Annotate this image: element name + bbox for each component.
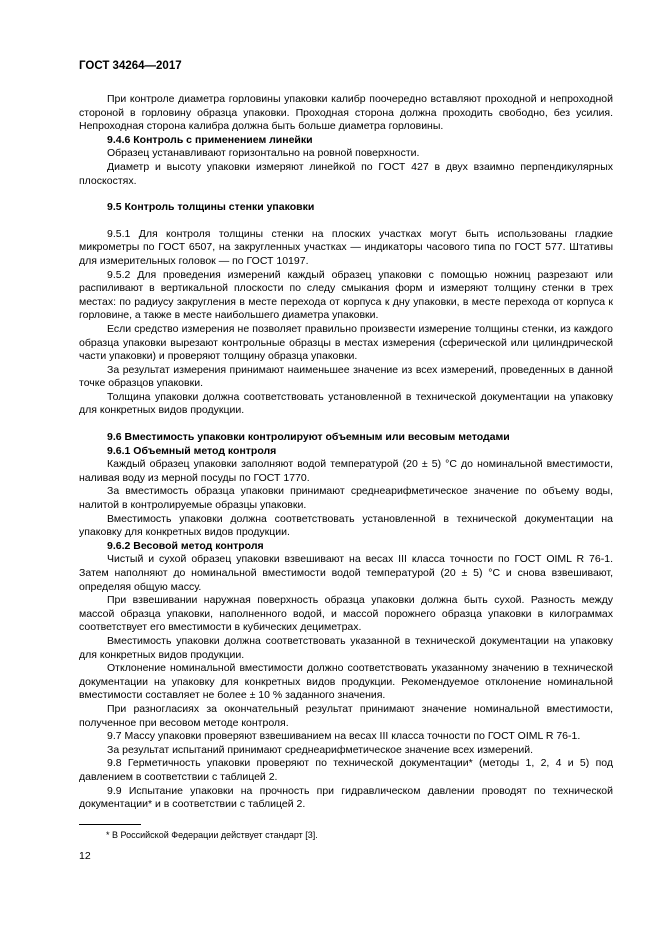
paragraph: Если средство измерения не позволяет правильно произвести измерение толщины стенки, из каждого образца упаковки вырезают контрольные образцы в местах измерения (сферической или цилиндрической части упаковки) и проверяют толщину образца упаковки. — [79, 322, 613, 363]
section-heading: 9.5 Контроль толщины стенки упаковки — [107, 201, 315, 214]
footnote-divider — [79, 824, 141, 825]
paragraph: При взвешивании наружная поверхность образца упаковки должна быть сухой. Разность между массой образца упаковки, наполненного водой, и массой порожнего образца упаковки в килограммах соответствует его вместимости в кубических дециметрах. — [79, 594, 613, 634]
paragraph: Вместимость упаковки должна соответствовать указанной в технической документации на упаковку для конкретных видов продукции. — [79, 634, 613, 661]
paragraph: Отклонение номинальной вместимости должно соответствовать указанному значению в технической документации на упаковку для конкретных видов продукции. Рекомендуемое отклонение номинальной вместимости составляет не более ± 10 % заданного значения. — [79, 662, 613, 702]
paragraph: Образец устанавливают горизонтально на ровной поверхности. — [107, 147, 420, 160]
paragraph: 9.5.1 Для контроля толщины стенки на плоских участках могут быть использованы гладкие микрометры по ГОСТ 6507, на закругленных участках — индикаторы часового типа по ГОСТ 577. Штативы для измерительных головок — по ГОСТ 10197. — [79, 227, 613, 267]
paragraph: 9.8 Герметичность упаковки проверяют по технической документации* (методы 1, 2, 4 и 5) под давлением в соответствии с таблицей 2. — [79, 757, 613, 783]
paragraph: Толщина упаковки должна соответствовать установленной в технической документации на упаковку для конкретных видов продукции. — [79, 390, 613, 417]
document-header: ГОСТ 34264—2017 — [79, 60, 182, 72]
subsection-heading: 9.4.6 Контроль с применением линейки — [107, 133, 313, 146]
paragraph: За вместимость образца упаковки принимают среднеарифметическое значение по объему воды, налитой в контролируемые образцы упаковки. — [79, 485, 613, 512]
paragraph: Каждый образец упаковки заполняют водой температурой (20 ± 5) °С до номинальной вместимости, наливая воду из мерной посуды по ГОСТ 1770. — [79, 458, 613, 484]
section-heading: 9.6 Вместимость упаковки контролируют объемным или весовым методами — [107, 431, 510, 444]
paragraph: 9.9 Испытание упаковки на прочность при гидравлическом давлении проводят по технической документации* и в соответствии с таблицей 2. — [79, 784, 613, 811]
paragraph: Вместимость упаковки должна соответствовать установленной в технической документации на упаковку для конкретных видов продукции. — [79, 512, 613, 539]
page-content — [79, 93, 613, 812]
page-number: 12 — [79, 850, 91, 862]
paragraph: Чистый и сухой образец упаковки взвешивают на весах III класса точности по ГОСТ OIML R 76-1. Затем наполняют до номинальной вместимости водой температурой (20 ± 5) °С и снова взвешивают, определяя общую массу. — [79, 553, 613, 593]
paragraph: При разногласиях за окончательный результат принимают значение номинальной вместимости, полученное при весовом методе контроля. — [79, 702, 613, 729]
footnote: * В Российской Федерации действует стандарт [3]. — [106, 830, 318, 840]
subsection-heading: 9.6.1 Объемный метод контроля — [107, 444, 277, 457]
subsection-heading: 9.6.2 Весовой метод контроля — [107, 539, 264, 552]
paragraph: 9.7 Массу упаковки проверяют взвешиванием на весах III класса точности по ГОСТ OIML R 76-1. — [107, 730, 581, 743]
paragraph: За результат измерения принимают наименьшее значение из всех измерений, проведенных в данной точке образцов упаковки. — [79, 363, 613, 390]
paragraph: За результат испытаний принимают среднеарифметическое значение всех измерений. — [107, 743, 534, 756]
paragraph: При контроле диаметра горловины упаковки калибр поочередно вставляют проходной и непроходной стороной в горловину образца упаковки. Проходная сторона должна проходить свободно, без усилия. Непроходная сторона калибра должна быть больше диаметра горловины. — [79, 93, 613, 133]
paragraph: Диаметр и высоту упаковки измеряют линейкой по ГОСТ 427 в двух взаимно перпендикулярных плоскостях. — [79, 160, 613, 187]
paragraph: 9.5.2 Для проведения измерений каждый образец упаковки с помощью ножниц разрезают или распиливают в вертикальной плоскости по следу смыкания форм и измеряют толщину стенки в трех местах: по радиусу закругления в месте перехода от корпуса к дну упаковки, в месте перехода от корпуса к горловине, а также в месте наибольшего диаметра упаковки. — [79, 268, 613, 322]
